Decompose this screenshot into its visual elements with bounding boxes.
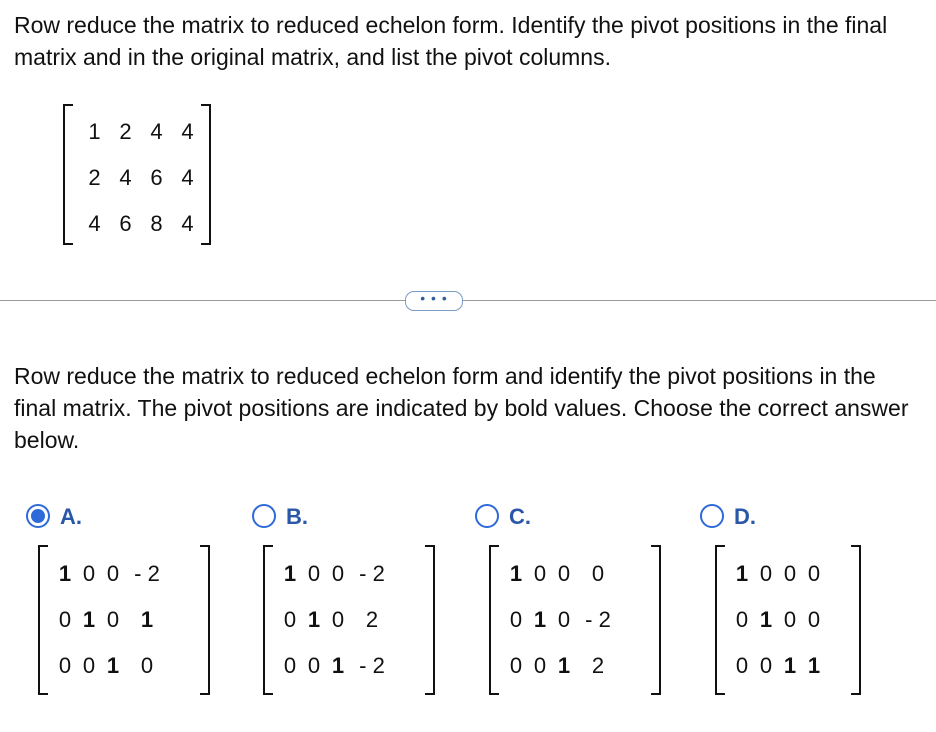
- matrix-cell: 0: [307, 561, 321, 586]
- option-b-matrix: [263, 545, 435, 695]
- matrix-grid: [730, 551, 826, 689]
- matrix-cell: 0: [106, 561, 120, 586]
- matrix-cell: 6: [119, 211, 132, 236]
- matrix-row: [730, 551, 826, 597]
- matrix-cell: 0: [557, 607, 571, 632]
- matrix-row: [504, 597, 620, 643]
- pivot-cell: 1: [82, 607, 96, 632]
- matrix-row: [79, 155, 203, 201]
- matrix-row: [53, 643, 169, 689]
- pivot-cell: 1: [735, 561, 749, 586]
- matrix-row: [79, 201, 203, 247]
- pivot-cell: 1: [307, 607, 321, 632]
- matrix-cell: 6: [150, 165, 163, 190]
- pivot-cell: 1: [533, 607, 547, 632]
- matrix-cell: 0: [783, 607, 797, 632]
- option-label[interactable]: C.: [509, 504, 531, 529]
- matrix-row: [730, 597, 826, 643]
- matrix-cell: 0: [759, 561, 773, 586]
- matrix-cell: 0: [106, 607, 120, 632]
- matrix-cell: 0: [591, 561, 605, 586]
- matrix-cell: 1: [88, 119, 101, 144]
- matrix-cell: 2: [365, 607, 379, 632]
- matrix-cell: 2: [119, 119, 132, 144]
- matrix-grid: [53, 551, 169, 689]
- matrix-grid: [278, 551, 394, 689]
- pivot-cell: 1: [807, 653, 821, 678]
- matrix-row: [53, 597, 169, 643]
- matrix-cell: 0: [759, 653, 773, 678]
- matrix-cell: 0: [783, 561, 797, 586]
- section-divider: [0, 300, 936, 301]
- matrix-cell: 0: [509, 607, 523, 632]
- matrix-cell: 0: [557, 561, 571, 586]
- matrix-cell: 4: [119, 165, 132, 190]
- matrix-cell: 2: [591, 653, 605, 678]
- matrix-row: [53, 551, 169, 597]
- pivot-cell: 1: [58, 561, 72, 586]
- matrix-cell: 0: [331, 607, 345, 632]
- matrix-cell: - 2: [585, 607, 611, 632]
- matrix-cell: - 2: [359, 653, 385, 678]
- left-bracket: [489, 545, 499, 695]
- matrix-row: [730, 643, 826, 689]
- matrix-cell: - 2: [134, 561, 160, 586]
- matrix-cell: 0: [283, 653, 297, 678]
- matrix-cell: 4: [150, 119, 163, 144]
- matrix-cell: 0: [735, 607, 749, 632]
- matrix-cell: 0: [509, 653, 523, 678]
- pivot-cell: 1: [106, 653, 120, 678]
- original-matrix: [63, 104, 211, 245]
- left-bracket: [263, 545, 273, 695]
- pivot-cell: 1: [759, 607, 773, 632]
- matrix-cell: - 2: [359, 561, 385, 586]
- matrix-cell: 0: [533, 653, 547, 678]
- matrix-cell: 0: [307, 653, 321, 678]
- matrix-cell: 8: [150, 211, 163, 236]
- right-bracket: [425, 545, 435, 695]
- question-prompt: Row reduce the matrix to reduced echelon form. Identify the pivot positions in the final matrix and in the original matrix, and list the pivot columns.: [14, 12, 888, 70]
- matrix-cell: 2: [88, 165, 101, 190]
- pivot-cell: 1: [331, 653, 345, 678]
- matrix-row: [278, 551, 394, 597]
- pivot-cell: 1: [283, 561, 297, 586]
- left-bracket: [715, 545, 725, 695]
- left-bracket: [38, 545, 48, 695]
- radio-button-a[interactable]: [26, 504, 50, 528]
- matrix-row: [504, 551, 620, 597]
- right-bracket: [200, 545, 210, 695]
- matrix-grid: [504, 551, 620, 689]
- matrix-row: [278, 643, 394, 689]
- matrix-grid: [79, 109, 203, 247]
- right-bracket: [851, 545, 861, 695]
- matrix-cell: 4: [181, 119, 194, 144]
- matrix-cell: 0: [140, 653, 154, 678]
- pivot-cell: 1: [557, 653, 571, 678]
- expand-more-button[interactable]: • • •: [405, 291, 463, 311]
- matrix-cell: 0: [58, 607, 72, 632]
- option-label[interactable]: B.: [286, 504, 308, 529]
- matrix-row: [79, 109, 203, 155]
- matrix-cell: 0: [82, 653, 96, 678]
- pivot-cell: 1: [783, 653, 797, 678]
- matrix-cell: 4: [88, 211, 101, 236]
- option-c-matrix: [489, 545, 661, 695]
- subquestion-prompt: Row reduce the matrix to reduced echelon form and identify the pivot positions in the final matrix. The pivot positions are indicated by bold values. Choose the correct answer below.: [14, 363, 909, 453]
- matrix-cell: 0: [331, 561, 345, 586]
- left-bracket: [63, 104, 73, 245]
- radio-button-b[interactable]: [252, 504, 276, 528]
- matrix-cell: 0: [807, 561, 821, 586]
- pivot-cell: 1: [509, 561, 523, 586]
- radio-button-d[interactable]: [700, 504, 724, 528]
- matrix-cell: 4: [181, 165, 194, 190]
- matrix-row: [278, 597, 394, 643]
- matrix-cell: 0: [735, 653, 749, 678]
- matrix-cell: 0: [82, 561, 96, 586]
- right-bracket: [651, 545, 661, 695]
- radio-button-c[interactable]: [475, 504, 499, 528]
- option-label[interactable]: A.: [60, 504, 82, 529]
- matrix-cell: 0: [533, 561, 547, 586]
- option-d-matrix: [715, 545, 861, 695]
- option-a-matrix: [38, 545, 210, 695]
- matrix-cell: 0: [58, 653, 72, 678]
- matrix-cell: 0: [807, 607, 821, 632]
- matrix-row: [504, 643, 620, 689]
- option-label[interactable]: D.: [734, 504, 756, 529]
- matrix-cell: 4: [181, 211, 194, 236]
- pivot-cell: 1: [140, 607, 154, 632]
- matrix-cell: 0: [283, 607, 297, 632]
